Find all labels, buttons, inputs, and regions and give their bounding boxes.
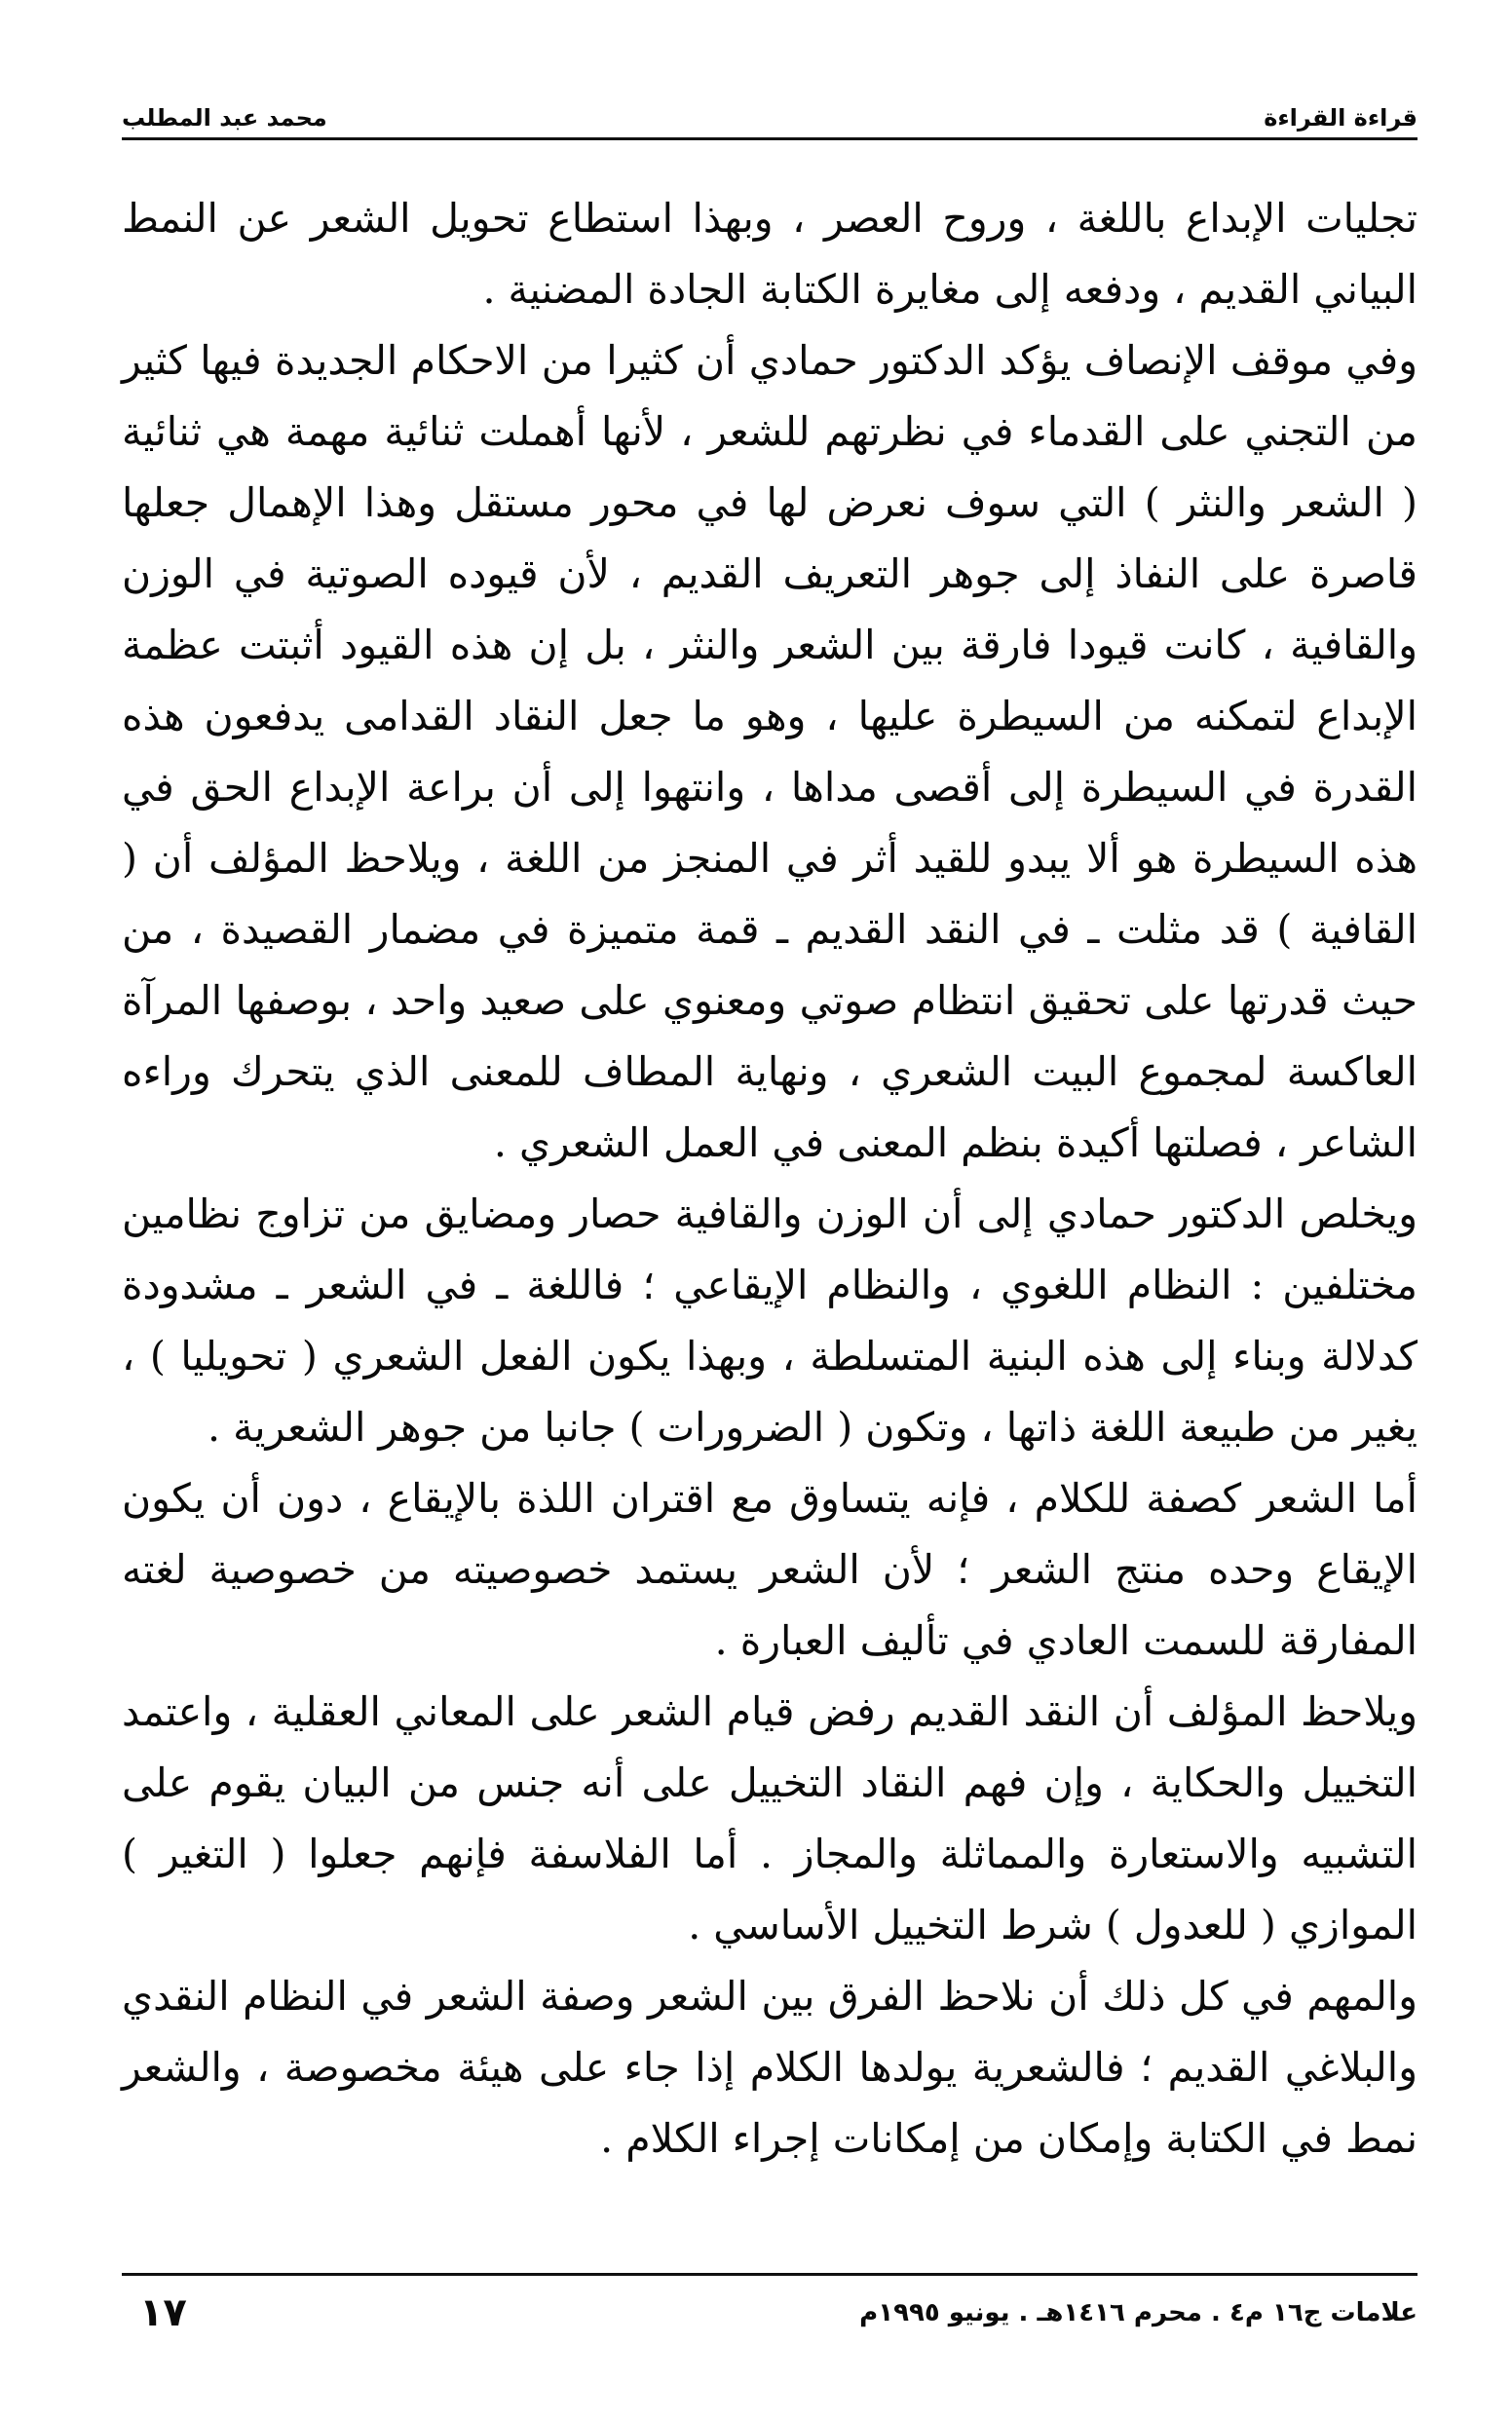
paragraph-2: وفي موقف الإنصاف يؤكد الدكتور حمادي أن كثيرا من الاحكام الجديدة فيها كثير من التجني على القدماء في نظرتهم للشعر ، لأنها أهملت ثنائية مهمة هي ثنائية ( الشعر والنثر ) التي سوف نعرض لها في محور مستقل وهذا الإهمال جعلها قاصرة على النفاذ إلى جوهر التعريف القديم ، لأن قيوده الصوتية في الوزن والقافية ، كانت قيودا فارقة بين الشعر والنثر ، بل إن هذه القيود أثبتت عظمة الإبداع لتمكنه من السيطرة عليها ، وهو ما جعل النقاد القدامى يدفعون هذه القدرة في السيطرة إلى أقصى مداها ، وانتهوا إلى أن براعة الإبداع الحق في هذه السيطرة هو ألا يبدو للقيد أثر في المنجز من اللغة ، ويلاحظ المؤلف أن ( القافية ) قد مثلت ـ في النقد القديم ـ قمة متميزة في مضمار القصيدة ، من حيث قدرتها على تحقيق انتظام صوتي ومعنوي على صعيد واحد ، بوصفها المرآة العاكسة لمجموع البيت الشعري ، ونهاية المطاف للمعنى الذي يتحرك وراءه الشاعر ، فصلتها أكيدة بنظم المعنى في العمل الشعري . [122,337,1418,1166]
running-header [122,86,1418,140]
running-footer [122,2273,1418,2341]
footer-journal-citation: علامات ج١٦ م٤ . محرم ١٤١٦هـ . يونيو ١٩٩٥م [859,2297,1418,2327]
page-number: ١٧ [139,2289,187,2335]
article-body [122,183,1418,2174]
book-page [122,86,1418,2356]
paragraph-5: ويلاحظ المؤلف أن النقد القديم رفض قيام الشعر على المعاني العقلية ، واعتمد التخييل والحكاية ، وإن فهم النقاد التخييل على أنه جنس من البيان يقوم على التشبيه والاستعارة والمماثلة والمجاز . أما الفلاسفة فإنهم جعلوا ( التغير ) الموازي ( للعدول ) شرط التخييل الأساسي . [122,1688,1418,1948]
header-author-name: محمد عبد المطلب [122,104,327,132]
paragraph-1: تجليات الإبداع باللغة ، وروح العصر ، وبهذا استطاع تحويل الشعر عن النمط البياني القديم ، ودفعه إلى مغايرة الكتابة الجادة المضنية . [122,195,1418,313]
header-section-title: قراءة القراءة [1264,104,1418,132]
paragraph-4: أما الشعر كصفة للكلام ، فإنه يتساوق مع اقتران اللذة بالإيقاع ، دون أن يكون الإيقاع وحده منتج الشعر ؛ لأن الشعر يستمد خصوصيته من خصوصية لغته المفارقة للسمت العادي في تأليف العبارة . [122,1475,1418,1664]
paragraph-3: ويخلص الدكتور حمادي إلى أن الوزن والقافية حصار ومضايق من تزاوج نظامين مختلفين : النظام اللغوي ، والنظام الإيقاعي ؛ فاللغة ـ في الشعر ـ مشدودة كدلالة وبناء إلى هذه البنية المتسلطة ، وبهذا يكون الفعل الشعري ( تحويليا ) ، يغير من طبيعة اللغة ذاتها ، وتكون ( الضرورات ) جانبا من جوهر الشعرية . [122,1191,1418,1451]
paragraph-6: والمهم في كل ذلك أن نلاحظ الفرق بين الشعر وصفة الشعر في النظام النقدي والبلاغي القديم ؛ فالشعرية يولدها الكلام إذا جاء على هيئة مخصوصة ، والشعر نمط في الكتابة وإمكان من إمكانات إجراء الكلام . [122,1973,1418,2162]
